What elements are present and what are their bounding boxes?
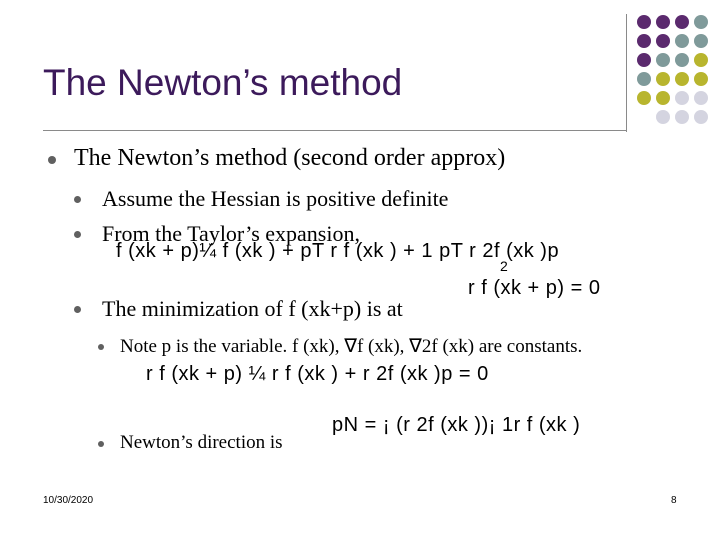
bullet-marker xyxy=(98,441,104,447)
decor-dot xyxy=(675,91,689,105)
decor-dot xyxy=(694,34,708,48)
gradient-equation: r f (xk + p) ¼ r f (xk ) + r 2f (xk )p = 0 xyxy=(146,363,489,385)
decor-dot xyxy=(694,72,708,86)
bullet-taylor-expansion: From the Taylor’s expansion, xyxy=(102,221,360,246)
decor-dot xyxy=(694,53,708,67)
bullet-hessian-positive: Assume the Hessian is positive definite xyxy=(102,186,449,211)
decor-dot xyxy=(694,110,708,124)
decor-dot xyxy=(656,15,670,29)
decor-dot xyxy=(637,91,651,105)
decor-dot xyxy=(675,53,689,67)
decor-dot xyxy=(675,15,689,29)
decor-dot xyxy=(694,91,708,105)
title-underline xyxy=(43,130,626,131)
decor-dot xyxy=(656,72,670,86)
bullet-newton-direction: Newton’s direction is xyxy=(120,432,283,453)
bullet-marker xyxy=(74,306,81,313)
page-number: 8 xyxy=(671,495,677,506)
decor-dot xyxy=(656,91,670,105)
decor-dot xyxy=(675,110,689,124)
decor-dot xyxy=(656,34,670,48)
decor-dot xyxy=(637,15,651,29)
decor-dot xyxy=(637,72,651,86)
decor-dot xyxy=(675,34,689,48)
newton-direction-formula: pN = ¡ (r 2f (xk ))¡ 1r f (xk ) xyxy=(332,414,581,436)
taylor-equation-half-denominator: 2 xyxy=(500,258,509,274)
decor-dot xyxy=(656,53,670,67)
stationary-condition: r f (xk + p) = 0 xyxy=(468,277,601,299)
bullet-marker xyxy=(48,156,56,164)
bullet-minimization: The minimization of f (xk+p) is at xyxy=(102,296,403,321)
title-vertical-rule xyxy=(626,14,627,132)
bullet-marker xyxy=(98,344,104,350)
bullet-constants-note: Note p is the variable. f (xk), ∇f (xk), ∇2f (xk) are constants. xyxy=(120,336,583,357)
decor-dot xyxy=(637,34,651,48)
taylor-equation: f (xk + p)¼ f (xk ) + pT r f (xk ) + 1 pT r 2f (xk )p xyxy=(116,240,560,262)
decor-dot xyxy=(694,15,708,29)
slide-title: The Newton’s method xyxy=(43,62,403,103)
bullet-marker xyxy=(74,196,81,203)
decor-dot xyxy=(637,53,651,67)
footer-date: 10/30/2020 xyxy=(43,495,94,506)
decor-dot xyxy=(656,110,670,124)
decor-dot xyxy=(675,72,689,86)
bullet-newtons-method: The Newton’s method (second order approx) xyxy=(74,145,506,171)
bullet-marker xyxy=(74,231,81,238)
